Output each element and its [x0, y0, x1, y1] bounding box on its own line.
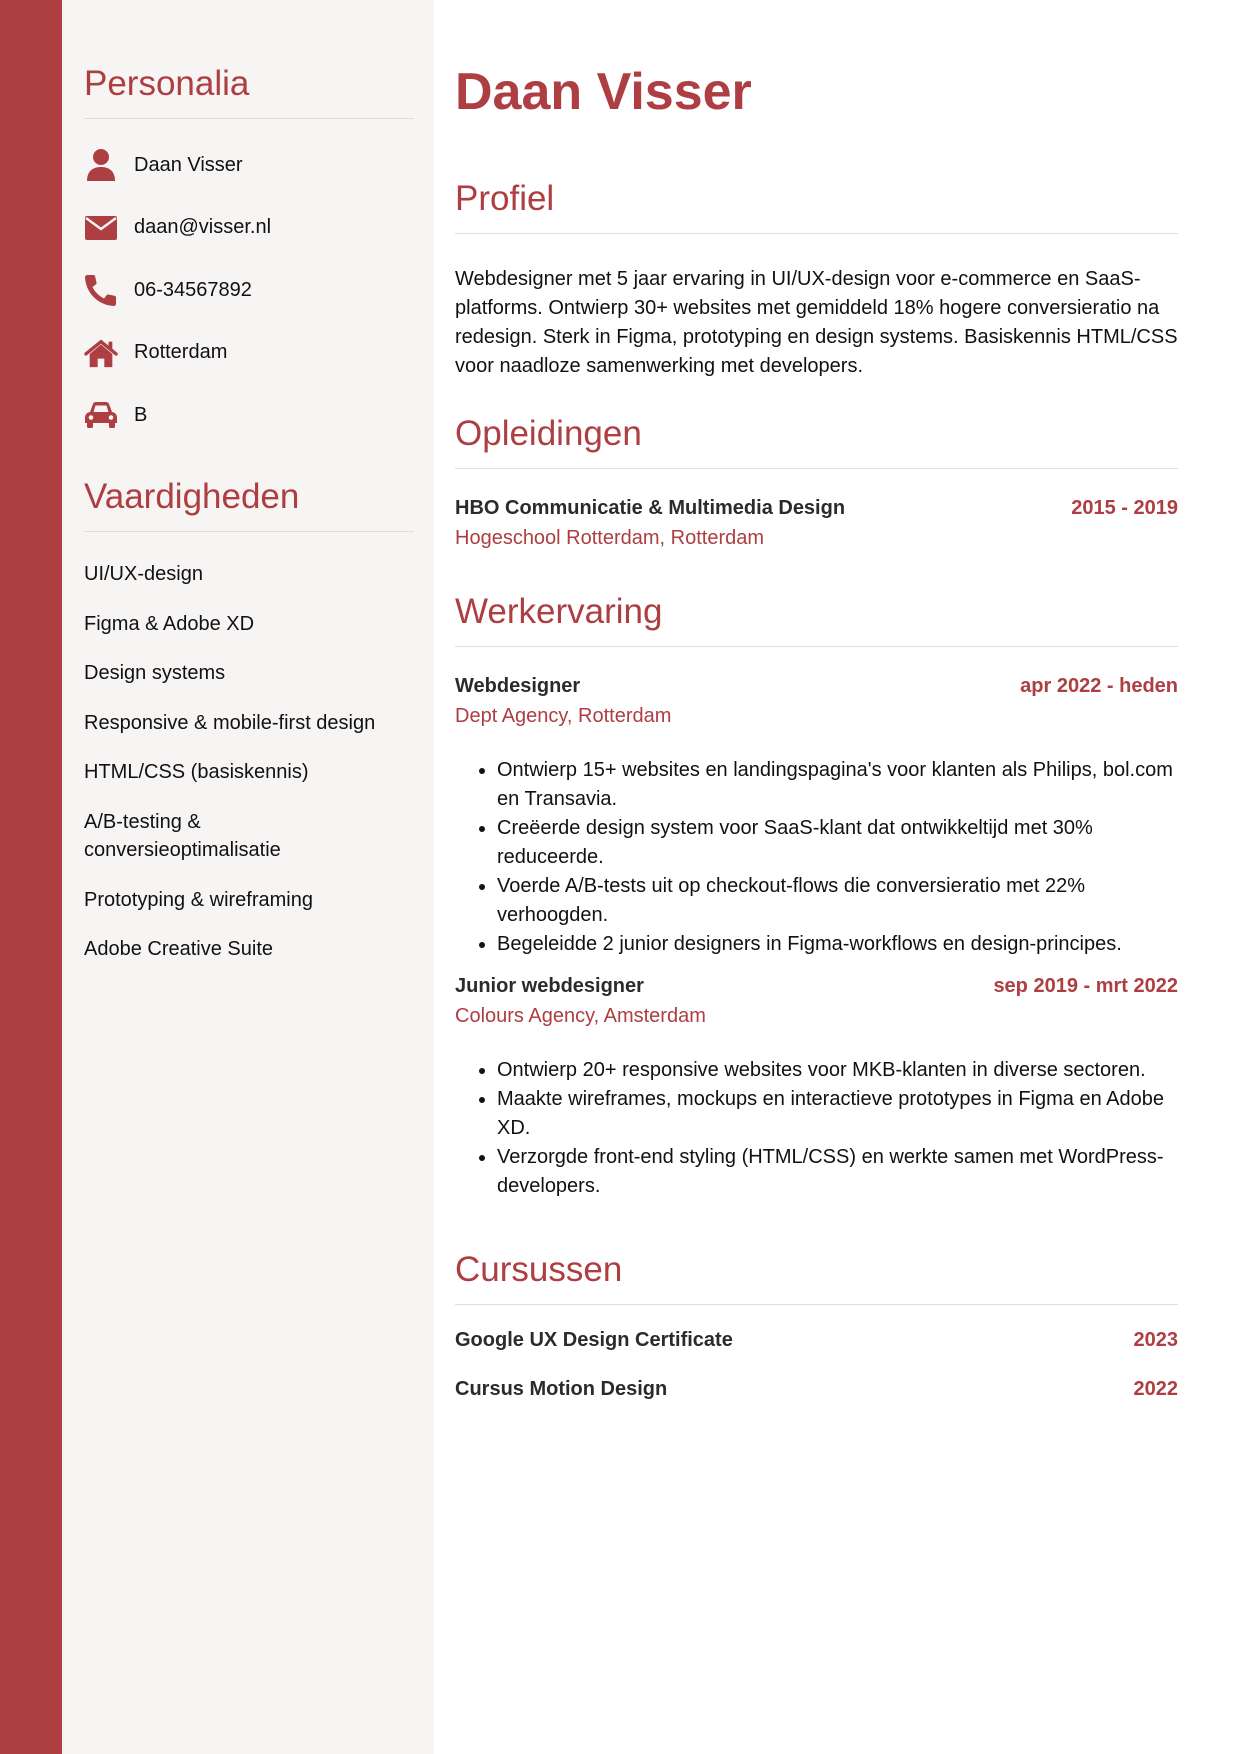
bullet-item: • Voerde A/B-tests uit op checkout-flows die conversieratio met 22% verhoogden.	[497, 872, 1178, 930]
education-title: HBO Communicatie & Multimedia Design	[455, 497, 846, 519]
course-item	[455, 1378, 1178, 1427]
divider	[455, 468, 1178, 469]
bullet-item: • Maakte wireframes, mockups en interactieve prototypes in Figma en Adobe XD.	[497, 1085, 1178, 1143]
skill-item: Prototyping & wireframing	[84, 888, 313, 911]
contact-license-text: B	[134, 403, 148, 426]
contact-city-text: Rotterdam	[134, 341, 228, 364]
divider	[455, 646, 1178, 647]
courses-section	[455, 1252, 1178, 1427]
contact-list	[84, 134, 414, 447]
accent-bar	[0, 0, 62, 1754]
skills-heading: Vaardigheden	[84, 477, 300, 516]
job-bullets	[455, 1056, 1178, 1201]
skill-item: HTML/CSS (basiskennis)	[84, 761, 309, 783]
skill-item: Responsive & mobile-first design	[84, 711, 376, 734]
home-icon	[84, 336, 118, 370]
contact-phone-text: 06-34567892	[134, 278, 252, 301]
divider	[455, 1304, 1178, 1305]
skills-section	[84, 479, 414, 985]
courses-heading: Cursussen	[455, 1250, 623, 1289]
bullet-item: • Verzorgde front-end styling (HTML/CSS) en werkte samen met WordPress-developers.	[497, 1143, 1178, 1201]
job-bullets	[455, 756, 1178, 959]
personalia-heading: Personalia	[84, 64, 250, 103]
contact-email	[84, 197, 414, 260]
job-company: Colours Agency, Amsterdam	[455, 1005, 706, 1027]
course-list	[455, 1329, 1178, 1427]
experience-section	[455, 594, 1178, 1201]
course-name: Google UX Design Certificate	[455, 1329, 733, 1351]
skill-item: UI/UX-design	[84, 563, 203, 585]
course-year: 2022	[1133, 1378, 1178, 1400]
divider	[84, 118, 414, 119]
skill-item: Design systems	[84, 662, 226, 684]
education-institution: Hogeschool Rotterdam, Rotterdam	[455, 527, 765, 549]
skill-item: Figma & Adobe XD	[84, 612, 255, 635]
car-icon	[84, 398, 118, 432]
profile-section	[455, 181, 1178, 381]
job-title: Junior webdesigner	[455, 975, 644, 997]
bullet-item: • Ontwierp 20+ responsive websites voor MKB-klanten in diverse sectoren.	[497, 1056, 1178, 1085]
candidate-name: Daan Visser	[455, 63, 752, 121]
job-title: Webdesigner	[455, 675, 581, 697]
course-name: Cursus Motion Design	[455, 1378, 668, 1400]
divider	[455, 233, 1178, 234]
profile-text: Webdesigner met 5 jaar ervaring in UI/UX-design voor e-commerce en SaaS-platforms. Ontwierp 30+ websites met gemiddeld 18% hogere conversieratio na redesign. Sterk in Figma, prototyping en design systems. Basiskennis HTML/CSS voor naadloze samenwerking met developers.	[455, 268, 1178, 377]
contact-phone	[84, 259, 414, 322]
course-year: 2023	[1133, 1329, 1178, 1351]
education-dates: 2015 - 2019	[1071, 497, 1178, 519]
skill-item: Adobe Creative Suite	[84, 938, 274, 960]
contact-email-text: daan@visser.nl	[134, 216, 272, 239]
user-icon	[84, 148, 118, 182]
job-dates: apr 2022 - heden	[1020, 675, 1178, 697]
divider	[84, 531, 414, 532]
contact-name	[84, 134, 414, 197]
course-item	[455, 1329, 1178, 1378]
contact-city	[84, 322, 414, 385]
experience-heading: Werkervaring	[455, 592, 663, 631]
skill-item: A/B-testing & conversieoptimalisatie	[84, 810, 281, 861]
job-dates: sep 2019 - mrt 2022	[993, 975, 1178, 997]
envelope-icon	[84, 211, 118, 245]
education-section	[455, 416, 1178, 550]
bullet-item: • Ontwierp 15+ websites en landingspagina's voor klanten als Philips, bol.com en Transavia.	[497, 756, 1178, 814]
experience-entry	[455, 675, 1178, 959]
education-heading: Opleidingen	[455, 414, 642, 453]
bullet-item: • Begeleidde 2 junior designers in Figma-workflows en design-principes.	[497, 930, 1178, 959]
contact-license	[84, 384, 414, 447]
education-entry	[455, 497, 1178, 550]
job-company: Dept Agency, Rotterdam	[455, 705, 672, 727]
bullet-item: • Creëerde design system voor SaaS-klant dat ontwikkeltijd met 30% reduceerde.	[497, 814, 1178, 872]
phone-icon	[84, 273, 118, 307]
skill-list	[84, 560, 414, 964]
personalia-section	[84, 66, 414, 447]
experience-entry	[455, 975, 1178, 1201]
profile-heading: Profiel	[455, 179, 555, 218]
contact-name-text: Daan Visser	[134, 153, 243, 176]
